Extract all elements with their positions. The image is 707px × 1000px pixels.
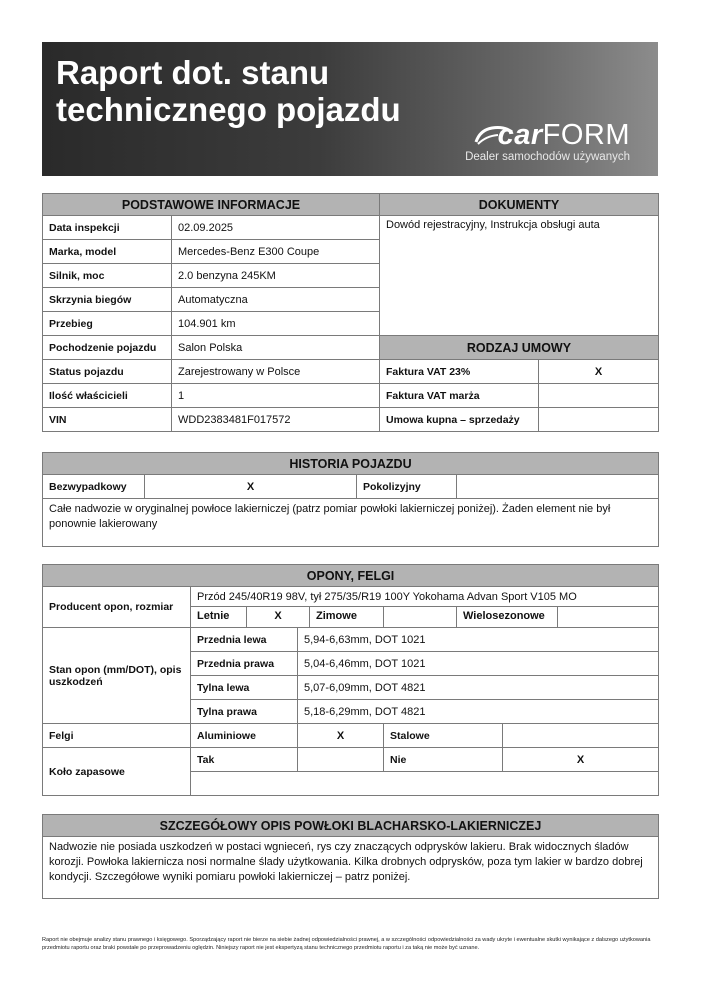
sale-contract-label: Umowa kupna – sprzedaży (380, 408, 539, 432)
front-left-label: Przednia lewa (191, 628, 298, 652)
alu-rims-label: Aluminiowe (191, 724, 298, 748)
alu-rims-mark: X (298, 724, 384, 748)
rims-label: Felgi (43, 724, 191, 748)
spare-yes-mark (298, 748, 384, 772)
sale-contract-mark (539, 408, 659, 432)
front-right-label: Przednia prawa (191, 652, 298, 676)
carform-logo (450, 120, 630, 166)
paint-table (42, 814, 659, 899)
spare-yes-label: Tak (191, 748, 298, 772)
inspection-date-label: Data inspekcji (43, 216, 172, 240)
vat23-label: Faktura VAT 23% (380, 360, 539, 384)
owners-label: Ilość właścicieli (43, 384, 172, 408)
winter-mark (384, 607, 457, 627)
gearbox-value: Automatyczna (172, 288, 380, 312)
summer-mark: X (247, 607, 310, 627)
steel-rims-mark (503, 724, 659, 748)
logo-form-text: FORM (542, 119, 630, 151)
origin-value: Salon Polska (172, 336, 380, 360)
spare-wheel-notes (191, 772, 659, 796)
summer-label: Letnie (191, 607, 247, 627)
header-banner (42, 42, 658, 176)
vin-value: WDD2383481F017572 (172, 408, 380, 432)
spare-no-mark: X (503, 748, 659, 772)
basic-info-heading: PODSTAWOWE INFORMACJE (43, 194, 380, 216)
documents-text: Dowód rejestracyjny, Instrukcja obsługi auta (380, 216, 659, 336)
tyre-producer-label: Producent opon, rozmiar (43, 587, 191, 628)
engine-label: Silnik, moc (43, 264, 172, 288)
front-left-value: 5,94-6,63mm, DOT 1021 (298, 628, 659, 652)
front-right-value: 5,04-6,46mm, DOT 1021 (298, 652, 659, 676)
vat-margin-label: Faktura VAT marża (380, 384, 539, 408)
footer-disclaimer: Raport nie obejmuje analizy stanu prawnego i księgowego. Sporządzający raport nie bierze na siebie żadnej odpowiedzialności prawnej, a w szczególności odpowiedzialności za wady ukryte i ewentualne skutki wynikające z dalszego użytkowania przedmiotu raportu oraz braki powstałe po przeprowadzeniu oględzin. Niniejszy raport nie jest ekspertyzą stanu technicznego przedmiotu raportu i za taką nie może być uznane. (42, 937, 651, 951)
accident-free-label: Bezwypadkowy (43, 475, 145, 499)
origin-label: Pochodzenie pojazdu (43, 336, 172, 360)
documents-heading: DOKUMENTY (380, 194, 659, 216)
logo-wordmark (498, 120, 630, 150)
spare-no-label: Nie (384, 748, 503, 772)
tyres-heading: OPONY, FELGI (43, 565, 659, 587)
allseason-mark (558, 607, 658, 627)
tyre-producer-value: Przód 245/40R19 98V, tył 275/35/R19 100Y Yokohama Advan Sport V105 MO (191, 587, 659, 607)
inspection-date-value: 02.09.2025 (172, 216, 380, 240)
mileage-label: Przebieg (43, 312, 172, 336)
mileage-value: 104.901 km (172, 312, 380, 336)
vat-margin-mark (539, 384, 659, 408)
spare-wheel-label: Koło zapasowe (43, 748, 191, 796)
post-collision-label: Pokolizyjny (357, 475, 457, 499)
tyre-state-label-text: Stan opon (mm/DOT), opis uszkodzeń (49, 663, 182, 688)
logo-subtitle: Dealer samochodów używanych (465, 151, 630, 163)
rear-right-value: 5,18-6,29mm, DOT 4821 (298, 700, 659, 724)
tyres-table (42, 564, 659, 796)
logo-car-text: car (497, 119, 543, 151)
status-value: Zarejestrowany w Polsce (172, 360, 380, 384)
steel-rims-label: Stalowe (384, 724, 503, 748)
contract-heading: RODZAJ UMOWY (380, 336, 659, 360)
history-heading: HISTORIA POJAZDU (43, 453, 659, 475)
post-collision-mark (457, 475, 659, 499)
history-note: Całe nadwozie w oryginalnej powłoce lakierniczej (patrz pomiar powłoki lakierniczej poniżej). Żaden element nie był ponownie lakierowany (43, 499, 659, 547)
allseason-label: Wielosezonowe (457, 607, 558, 627)
paint-heading: SZCZEGÓŁOWY OPIS POWŁOKI BLACHARSKO-LAKIERNICZEJ (43, 815, 659, 837)
owners-value: 1 (172, 384, 380, 408)
paint-text: Nadwozie nie posiada uszkodzeń w postaci wgnieceń, rys czy znaczących odprysków lakieru. Brak widocznych śladów korozji. Powłoka lakiernicza nosi normalne ślady użytkowania. Kilka drobnych odprysków, poza tym lakier w bardzo dobrej kondycji. Szczegółowe wyniki pomiaru powłoki lakierniczej – patrz poniżej. (43, 837, 659, 899)
make-model-value: Mercedes-Benz E300 Coupe (172, 240, 380, 264)
rear-right-label: Tylna prawa (191, 700, 298, 724)
vat23-mark: X (539, 360, 659, 384)
make-model-label: Marka, model (43, 240, 172, 264)
tyre-season-cell (191, 607, 659, 628)
vin-label: VIN (43, 408, 172, 432)
basic-info-table (42, 193, 659, 432)
winter-label: Zimowe (310, 607, 384, 627)
accident-free-mark: X (145, 475, 357, 499)
gearbox-label: Skrzynia biegów (43, 288, 172, 312)
tyre-state-label (43, 628, 191, 724)
rear-left-value: 5,07-6,09mm, DOT 4821 (298, 676, 659, 700)
history-table (42, 452, 659, 547)
rear-left-label: Tylna lewa (191, 676, 298, 700)
tyre-season-row (191, 607, 658, 627)
page-title: Raport dot. stanu technicznego pojazdu (56, 54, 401, 128)
status-label: Status pojazdu (43, 360, 172, 384)
engine-value: 2.0 benzyna 245KM (172, 264, 380, 288)
